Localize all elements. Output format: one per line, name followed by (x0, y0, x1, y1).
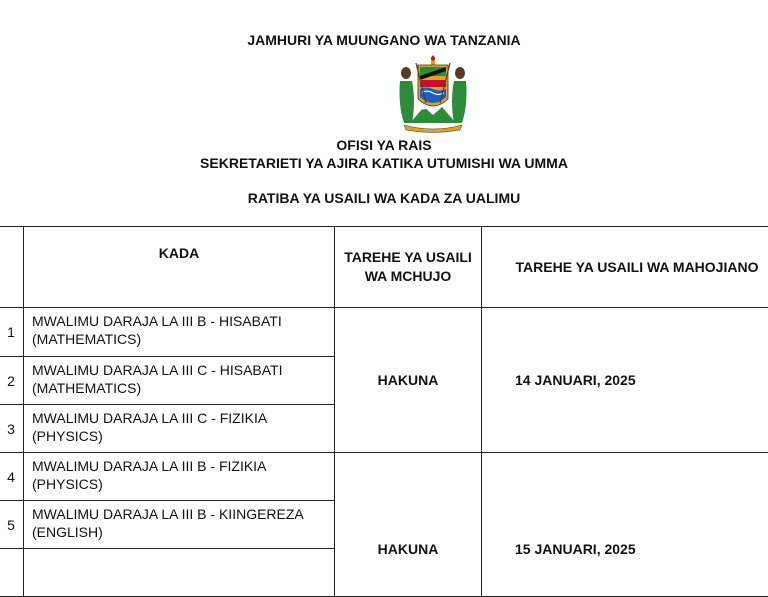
row-number: 5 (0, 501, 24, 549)
row-kada: MWALIMU DARAJA LA III B - FIZIKIA (PHYSICS) (24, 453, 335, 501)
coat-of-arms-icon (396, 55, 470, 133)
header-written-interview-date: TAREHE YA USAILI WA MCHUJO (335, 227, 482, 308)
row-number: 3 (0, 405, 24, 453)
row-number: 1 (0, 308, 24, 357)
row-kada: MWALIMU DARAJA LA III C - FIZIKIA (PHYSICS) (24, 405, 335, 453)
row-number: 2 (0, 357, 24, 405)
table-row (0, 308, 768, 357)
row-number: 4 (0, 453, 24, 501)
secretariat-title: SEKRETARIETI YA AJIRA KATIKA UTUMISHI WA UMMA (0, 155, 768, 171)
country-title: JAMHURI YA MUUNGANO WA TANZANIA (0, 32, 768, 48)
group-oral-date: 14 JANUARI, 2025 (482, 308, 768, 453)
header-number (0, 227, 24, 308)
row-number (0, 549, 24, 597)
row-kada (24, 549, 335, 597)
row-kada: MWALIMU DARAJA LA III C - HISABATI (MATHEMATICS) (24, 357, 335, 405)
row-kada: MWALIMU DARAJA LA III B - KIINGEREZA (ENGLISH) (24, 501, 335, 549)
header-oral-interview-date: TAREHE YA USAILI WA MAHOJIANO (482, 227, 768, 308)
office-title: OFISI YA RAIS (0, 137, 768, 153)
header-kada: KADA (24, 227, 335, 308)
table-header-row (0, 227, 768, 308)
group-written-date: HAKUNA (335, 453, 482, 597)
row-kada: MWALIMU DARAJA LA III B - HISABATI (MATHEMATICS) (24, 308, 335, 357)
schedule-title: RATIBA YA USAILI WA KADA ZA UALIMU (0, 190, 768, 206)
interview-schedule-table (0, 226, 768, 597)
group-oral-date: 15 JANUARI, 2025 (482, 453, 768, 597)
table-row (0, 453, 768, 501)
group-written-date: HAKUNA (335, 308, 482, 453)
